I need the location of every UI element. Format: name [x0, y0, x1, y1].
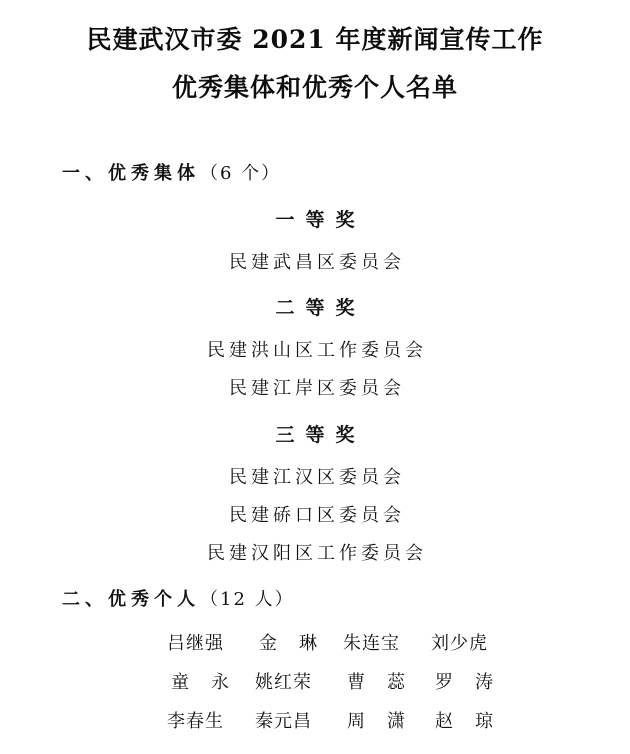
section-label: 二、优秀个人 [62, 589, 200, 610]
person-name: 曹蕊 [347, 672, 427, 693]
person-name: 朱连宝 [343, 633, 400, 654]
collective-name: 民建洪山区工作委员会 [207, 340, 427, 361]
person-name: 秦元昌 [255, 711, 312, 732]
section-count: （12 人） [200, 589, 295, 610]
collective-name: 民建硚口区委员会 [229, 505, 405, 526]
document-title-line-1: 民建武汉市委 2021 年度新闻宣传工作 [86, 25, 544, 54]
person-name: 吕继强 [167, 633, 224, 654]
person-name: 赵琼 [435, 711, 515, 732]
section-label: 一、优秀集体 [62, 163, 200, 184]
person-name: 金琳 [259, 633, 339, 654]
person-name: 周潇 [347, 711, 427, 732]
person-name: 姚红荣 [255, 672, 312, 693]
section-heading-individuals [62, 588, 295, 612]
person-name: 童永 [171, 672, 251, 693]
collective-name: 民建武昌区委员会 [229, 252, 405, 273]
person-name: 李春生 [167, 711, 224, 732]
document-title-line-2: 优秀集体和优秀个人名单 [171, 73, 458, 102]
collective-name: 民建汉阳区工作委员会 [207, 543, 427, 564]
person-name: 罗涛 [435, 672, 515, 693]
person-name: 刘少虎 [431, 633, 488, 654]
award-grade-first: 一等奖 [275, 209, 366, 231]
award-grade-second: 二等奖 [275, 297, 366, 319]
collective-name: 民建江汉区委员会 [229, 467, 405, 488]
section-count: （6 个） [200, 163, 282, 184]
award-grade-third: 三等奖 [275, 424, 366, 446]
collective-name: 民建江岸区委员会 [229, 378, 405, 399]
section-heading-collectives [62, 162, 281, 186]
